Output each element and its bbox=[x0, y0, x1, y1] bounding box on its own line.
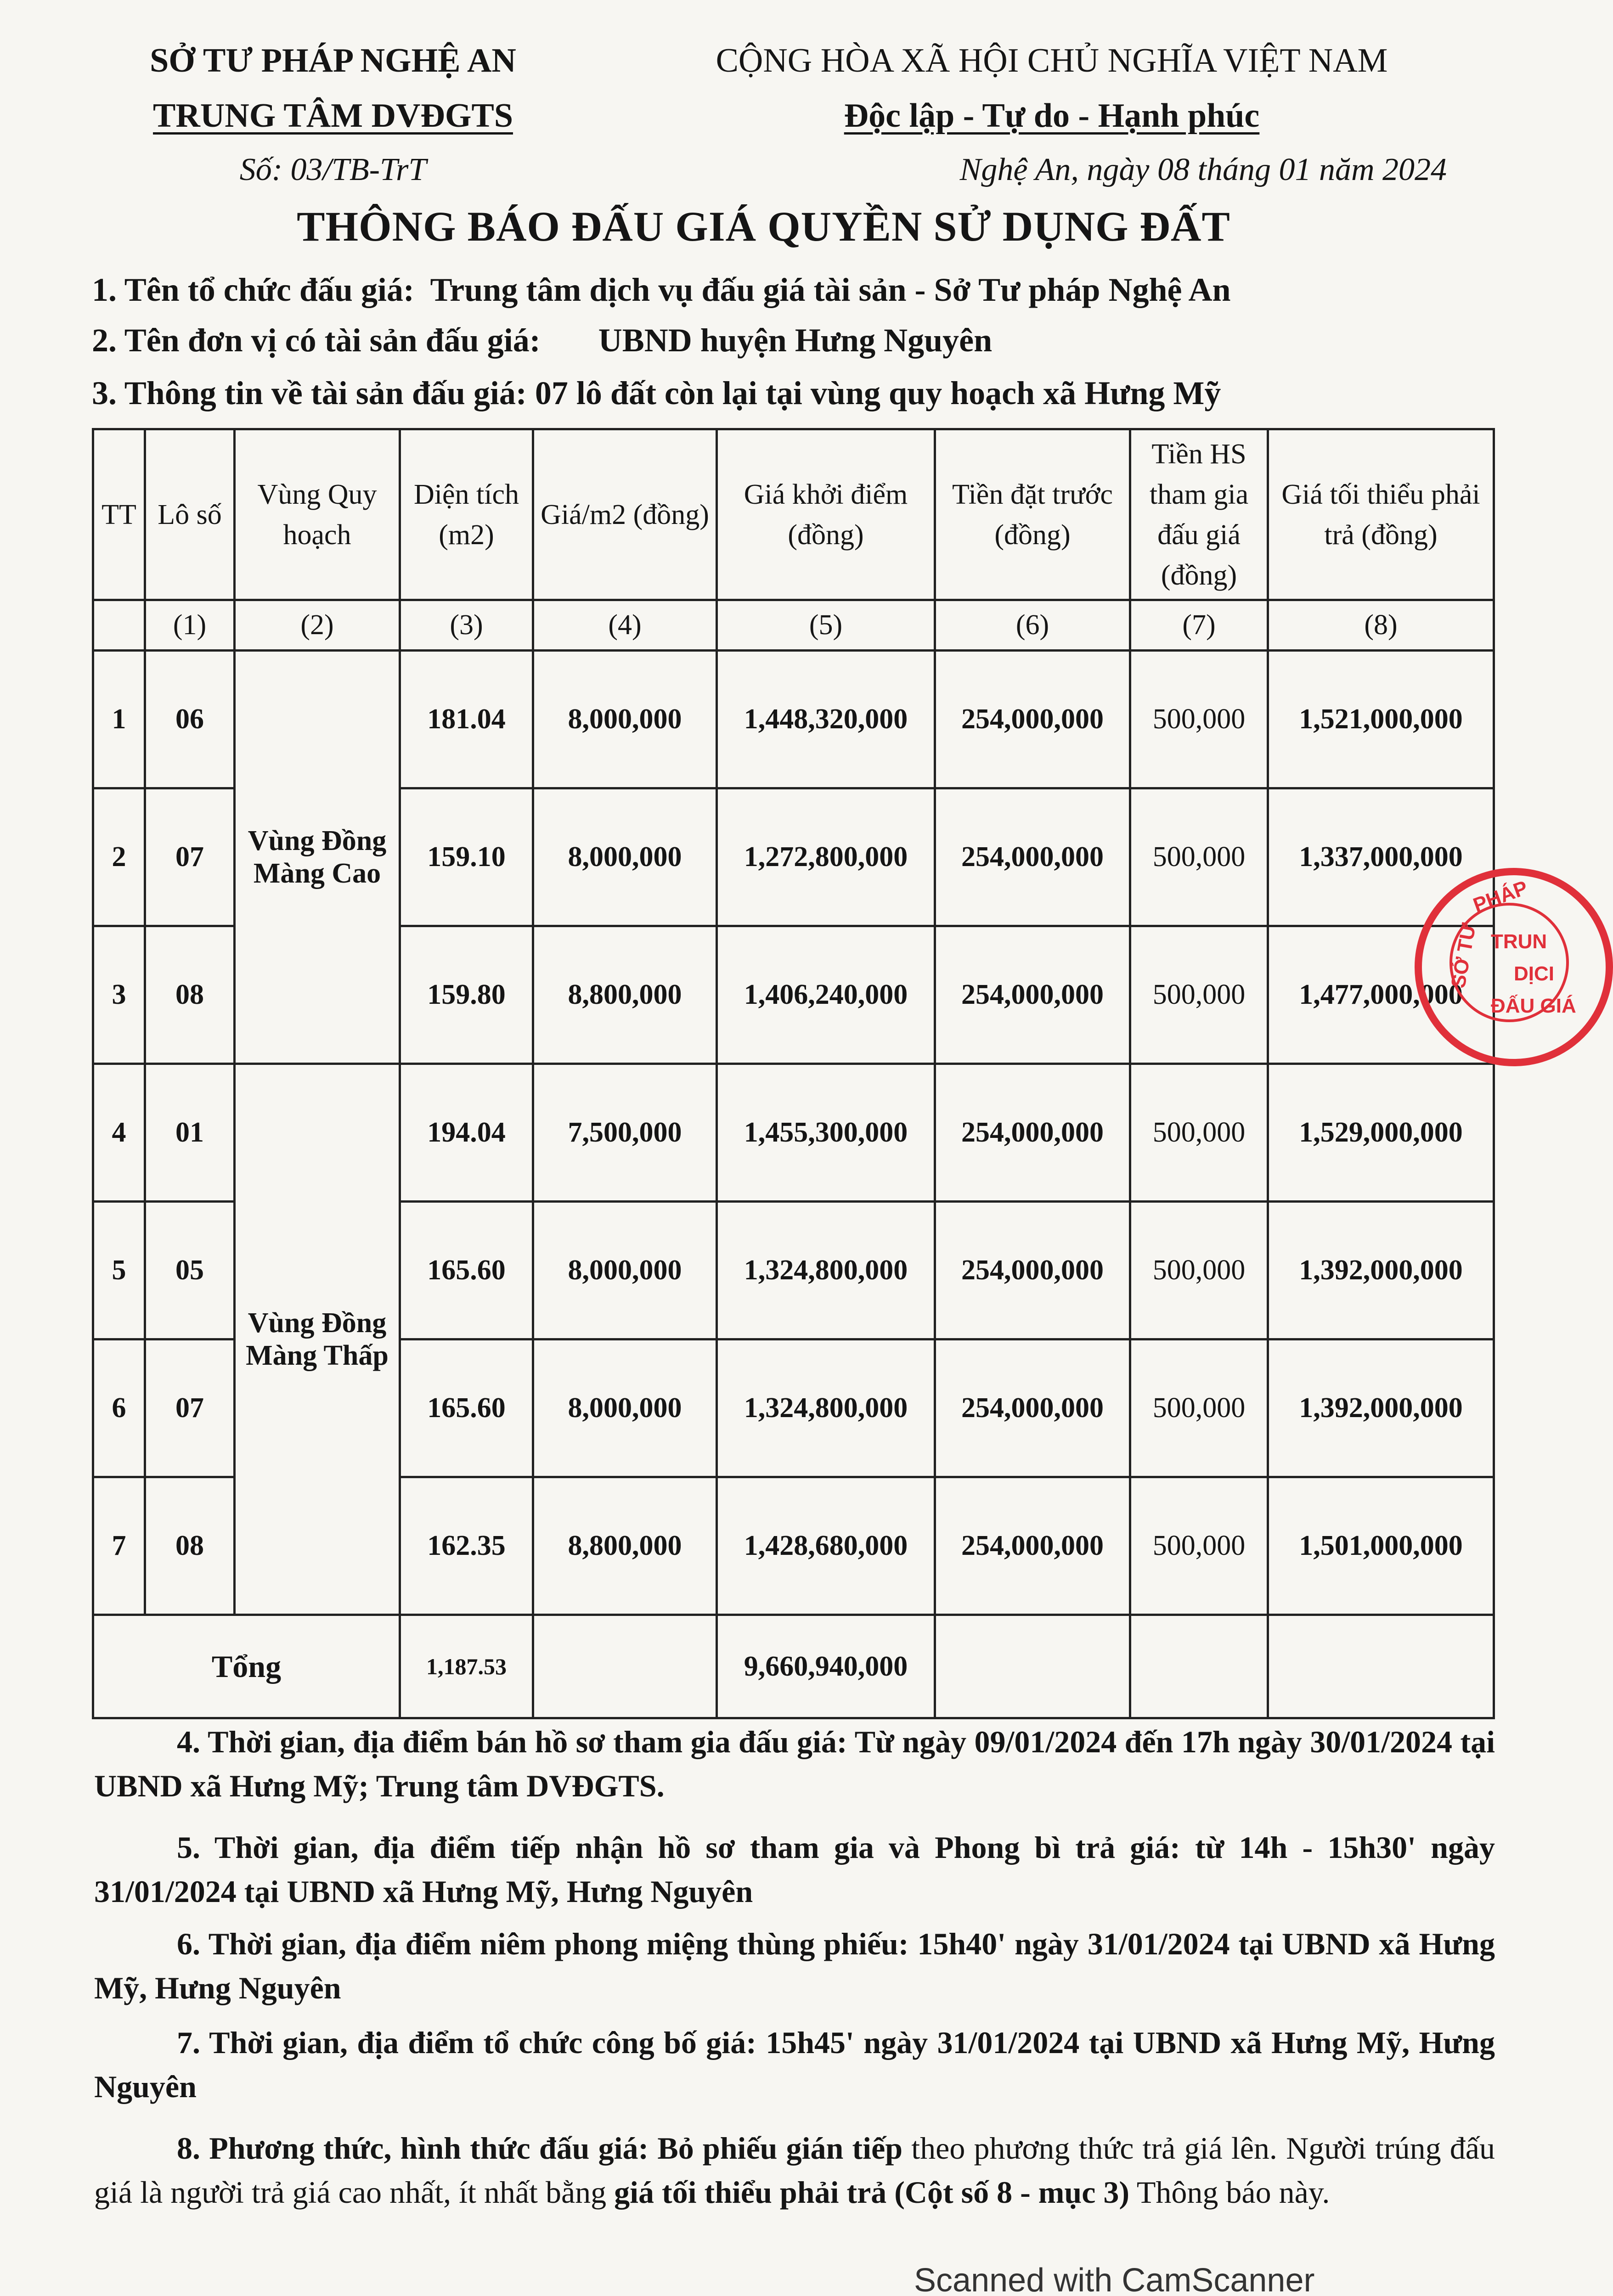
cell-price-m2: 8,000,000 bbox=[533, 1202, 717, 1339]
cell-area: 165.60 bbox=[400, 1339, 533, 1477]
col-header: Vùng Quy hoạch bbox=[235, 429, 400, 600]
org-unit: TRUNG TÂM DVĐGTS bbox=[153, 97, 513, 135]
cell-start-price: 1,406,240,000 bbox=[717, 926, 935, 1064]
paragraph-4: 4. Thời gian, địa điểm bán hồ sơ tham gia đấu giá: Từ ngày 09/01/2024 đến 17h ngày 30/01/2024 tại UBND xã Hưng Mỹ; Trung tâm DVĐGTS. bbox=[94, 1724, 1495, 1803]
item-1: 1. Tên tổ chức đấu giá: Trung tâm dịch vụ đấu giá tài sản - Sở Tư pháp Nghệ An bbox=[92, 271, 1231, 308]
col-header: Giá/m2 (đồng) bbox=[533, 429, 717, 600]
cell-fee: 500,000 bbox=[1130, 1202, 1268, 1339]
cell-area: 162.35 bbox=[400, 1477, 533, 1615]
stamp-text: SỞ TƯ bbox=[1447, 921, 1481, 990]
col-number: (5) bbox=[717, 600, 935, 651]
paragraph-8: 8. Phương thức, hình thức đấu giá: Bỏ phiếu gián tiếp theo phương thức trả giá lên. Người trúng đấu giá là người trả giá cao nhất, ít nhất bằng giá tối thiểu phải trả (Cột số 8 - mục 3) Thông báo này. bbox=[94, 2131, 1495, 2210]
cell-deposit: 254,000,000 bbox=[935, 651, 1130, 788]
stamp-text: TRUN bbox=[1491, 930, 1547, 953]
col-number: (3) bbox=[400, 600, 533, 651]
cell-price-m2: 8,000,000 bbox=[533, 1339, 717, 1477]
cell-fee: 500,000 bbox=[1130, 926, 1268, 1064]
cell-deposit: 254,000,000 bbox=[935, 788, 1130, 926]
cell-deposit: 254,000,000 bbox=[935, 1202, 1130, 1339]
table-row bbox=[93, 651, 1494, 788]
col-header: Tiền HS tham gia đấu giá (đồng) bbox=[1130, 429, 1268, 600]
table-header-row bbox=[93, 429, 1494, 600]
cell-tt: 6 bbox=[93, 1339, 145, 1477]
date-line: Nghệ An, ngày 08 tháng 01 năm 2024 bbox=[959, 152, 1447, 187]
total-area: 1,187.53 bbox=[400, 1615, 533, 1718]
cell-fee: 500,000 bbox=[1130, 651, 1268, 788]
col-header: Giá khởi điểm (đồng) bbox=[717, 429, 935, 600]
col-number: (2) bbox=[235, 600, 400, 651]
cell-fee: 500,000 bbox=[1130, 788, 1268, 926]
empty-cell bbox=[935, 1615, 1130, 1718]
cell-area: 159.80 bbox=[400, 926, 533, 1064]
cell-lot: 08 bbox=[145, 1477, 235, 1615]
auction-table bbox=[92, 428, 1495, 1719]
cell-price-m2: 7,500,000 bbox=[533, 1064, 717, 1202]
cell-start-price: 1,428,680,000 bbox=[717, 1477, 935, 1615]
cell-lot: 06 bbox=[145, 651, 235, 788]
col-number bbox=[93, 600, 145, 651]
col-number: (4) bbox=[533, 600, 717, 651]
cell-zone: Vùng Đồng Màng Cao bbox=[235, 651, 400, 1064]
cell-area: 165.60 bbox=[400, 1202, 533, 1339]
stamp-text: DỊCI bbox=[1514, 962, 1554, 985]
cell-fee: 500,000 bbox=[1130, 1477, 1268, 1615]
cell-lot: 08 bbox=[145, 926, 235, 1064]
official-stamp bbox=[1415, 868, 1613, 1066]
cell-price-m2: 8,000,000 bbox=[533, 788, 717, 926]
cell-tt: 1 bbox=[93, 651, 145, 788]
col-number: (6) bbox=[935, 600, 1130, 651]
page-title: THÔNG BÁO ĐẤU GIÁ QUYỀN SỬ DỤNG ĐẤT bbox=[297, 203, 1230, 250]
empty-cell bbox=[533, 1615, 717, 1718]
col-header: TT bbox=[93, 429, 145, 600]
cell-fee: 500,000 bbox=[1130, 1064, 1268, 1202]
cell-lot: 07 bbox=[145, 788, 235, 926]
cell-deposit: 254,000,000 bbox=[935, 1064, 1130, 1202]
scanner-watermark: Scanned with CamScanner bbox=[914, 2262, 1315, 2296]
stamp-text: ĐẤU GIÁ bbox=[1491, 995, 1576, 1017]
cell-tt: 7 bbox=[93, 1477, 145, 1615]
cell-lot: 01 bbox=[145, 1064, 235, 1202]
cell-area: 181.04 bbox=[400, 651, 533, 788]
empty-cell bbox=[1268, 1615, 1494, 1718]
cell-deposit: 254,000,000 bbox=[935, 926, 1130, 1064]
cell-price-m2: 8,800,000 bbox=[533, 1477, 717, 1615]
col-header: Tiền đặt trước (đồng) bbox=[935, 429, 1130, 600]
cell-price-m2: 8,800,000 bbox=[533, 926, 717, 1064]
paragraph-7: 7. Thời gian, địa điểm tổ chức công bố giá: 15h45' ngày 31/01/2024 tại UBND xã Hưng Mỹ, Hưng Nguyên bbox=[94, 2025, 1495, 2104]
paragraph-6: 6. Thời gian, địa điểm niêm phong miệng thùng phiếu: 15h40' ngày 31/01/2024 tại UBND xã Hưng Mỹ, Hưng Nguyên bbox=[94, 1926, 1495, 2005]
cell-area: 194.04 bbox=[400, 1064, 533, 1202]
paragraph-5: 5. Thời gian, địa điểm tiếp nhận hồ sơ tham gia và Phong bì trả giá: từ 14h - 15h30' ngày 31/01/2024 tại UBND xã Hưng Mỹ, Hưng Nguyên bbox=[94, 1830, 1495, 1909]
stamp-text: PHÁP bbox=[1470, 876, 1531, 917]
cell-tt: 4 bbox=[93, 1064, 145, 1202]
cell-min-price: 1,337,000,000 bbox=[1268, 788, 1494, 926]
cell-min-price: 1,477,000,000 bbox=[1268, 926, 1494, 1064]
cell-start-price: 1,448,320,000 bbox=[717, 651, 935, 788]
table-row bbox=[93, 1064, 1494, 1202]
cell-fee: 500,000 bbox=[1130, 1339, 1268, 1477]
country-name: CỘNG HÒA XÃ HỘI CHỦ NGHĨA VIỆT NAM bbox=[716, 42, 1388, 79]
total-row bbox=[93, 1615, 1494, 1718]
col-number: (7) bbox=[1130, 600, 1268, 651]
cell-start-price: 1,272,800,000 bbox=[717, 788, 935, 926]
col-number: (1) bbox=[145, 600, 235, 651]
item-2: 2. Tên đơn vị có tài sản đấu giá: UBND huyện Hưng Nguyên bbox=[92, 322, 993, 359]
cell-tt: 2 bbox=[93, 788, 145, 926]
item-3: 3. Thông tin về tài sản đấu giá: 07 lô đất còn lại tại vùng quy hoạch xã Hưng Mỹ bbox=[92, 375, 1221, 411]
empty-cell bbox=[1130, 1615, 1268, 1718]
cell-area: 159.10 bbox=[400, 788, 533, 926]
cell-min-price: 1,392,000,000 bbox=[1268, 1202, 1494, 1339]
cell-min-price: 1,521,000,000 bbox=[1268, 651, 1494, 788]
col-header: Giá tối thiểu phải trả (đồng) bbox=[1268, 429, 1494, 600]
doc-number: Số: 03/TB-TrT bbox=[239, 152, 427, 187]
column-number-row bbox=[93, 600, 1494, 651]
col-header: Diện tích (m2) bbox=[400, 429, 533, 600]
cell-start-price: 1,324,800,000 bbox=[717, 1202, 935, 1339]
total-label: Tổng bbox=[93, 1615, 400, 1718]
cell-deposit: 254,000,000 bbox=[935, 1339, 1130, 1477]
col-number: (8) bbox=[1268, 600, 1494, 651]
cell-price-m2: 8,000,000 bbox=[533, 651, 717, 788]
cell-min-price: 1,529,000,000 bbox=[1268, 1064, 1494, 1202]
cell-start-price: 1,324,800,000 bbox=[717, 1339, 935, 1477]
cell-start-price: 1,455,300,000 bbox=[717, 1064, 935, 1202]
motto: Độc lập - Tự do - Hạnh phúc bbox=[844, 97, 1260, 135]
cell-tt: 3 bbox=[93, 926, 145, 1064]
cell-deposit: 254,000,000 bbox=[935, 1477, 1130, 1615]
org-name: SỞ TƯ PHÁP NGHỆ AN bbox=[150, 42, 516, 79]
cell-lot: 07 bbox=[145, 1339, 235, 1477]
cell-lot: 05 bbox=[145, 1202, 235, 1339]
cell-tt: 5 bbox=[93, 1202, 145, 1339]
cell-min-price: 1,392,000,000 bbox=[1268, 1339, 1494, 1477]
total-start-price: 9,660,940,000 bbox=[717, 1615, 935, 1718]
cell-min-price: 1,501,000,000 bbox=[1268, 1477, 1494, 1615]
cell-zone: Vùng Đồng Màng Thấp bbox=[235, 1064, 400, 1615]
col-header: Lô số bbox=[145, 429, 235, 600]
